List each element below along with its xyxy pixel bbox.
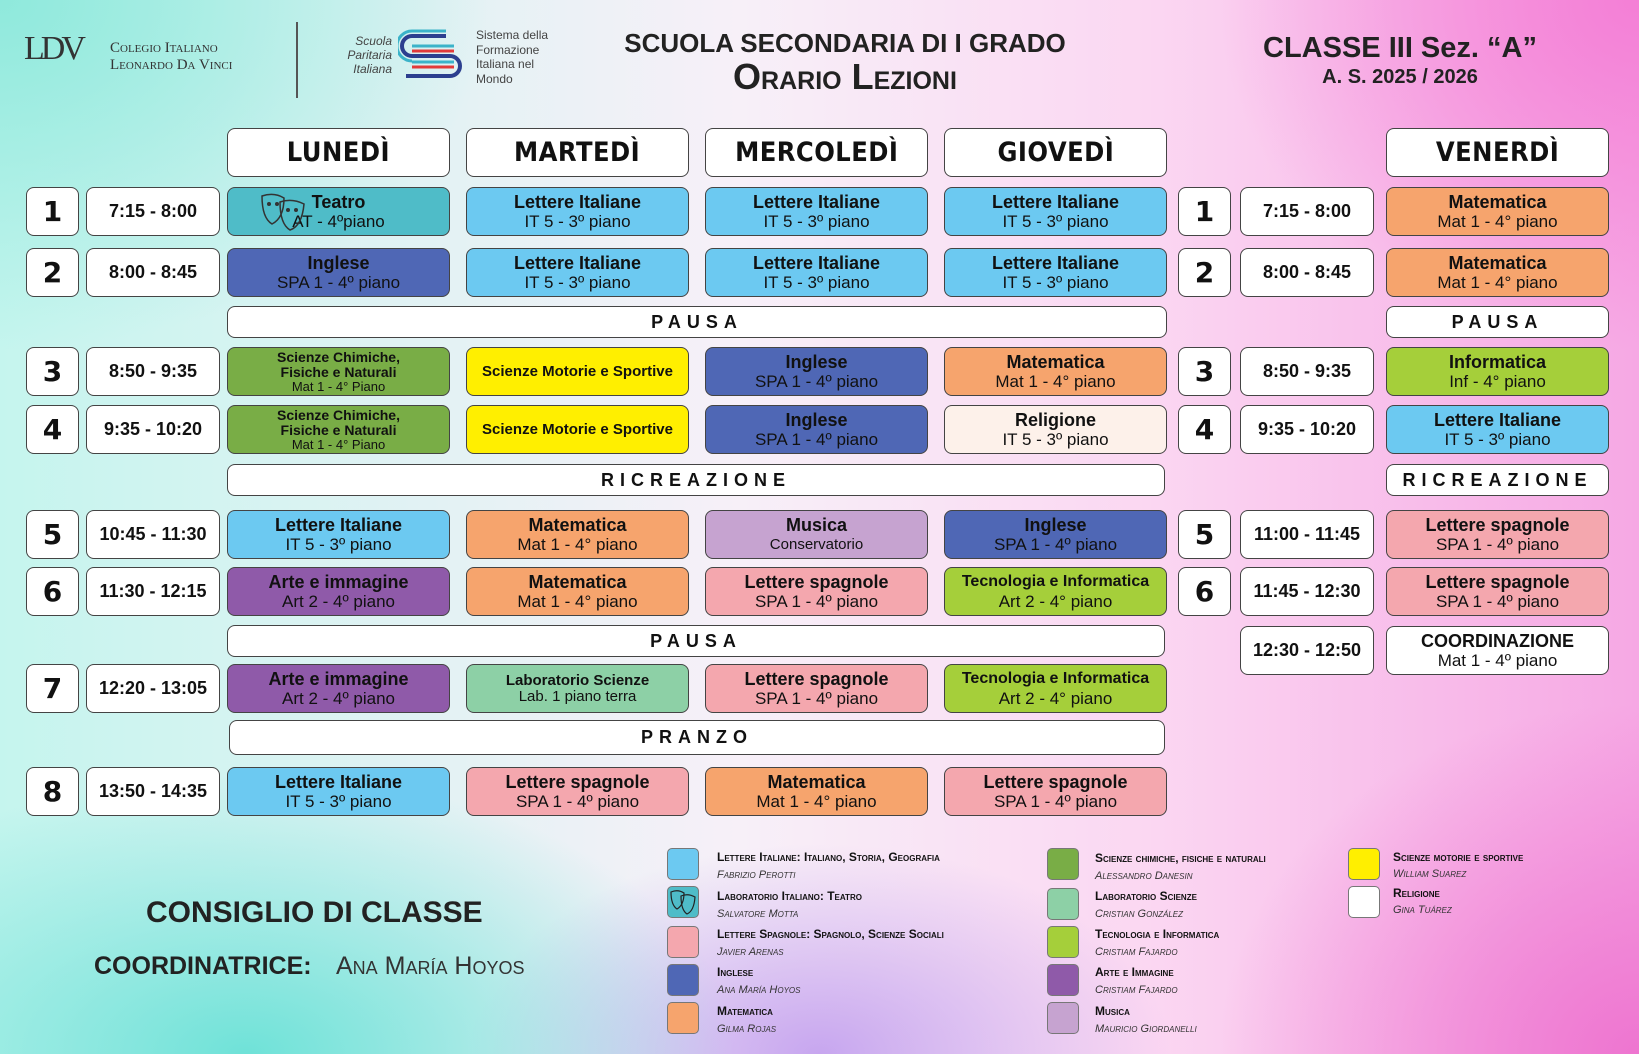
lesson-subject: Matematica (528, 514, 627, 535)
lesson-room: SPA 1 - 4º piano (276, 272, 401, 292)
break-ricreazione: RICREAZIONE (227, 464, 1165, 496)
sf-side-text (330, 34, 392, 76)
legend-swatch (1047, 926, 1079, 958)
sf-side-line: Paritaria (347, 48, 392, 62)
lesson-room: AT - 4ºpiano (292, 211, 385, 231)
lesson-room: Mat 1 - 4° piano (756, 791, 877, 811)
school-level-title: SCUOLA SECONDARIA DI I GRADO (624, 28, 1066, 58)
legend-swatch (1348, 886, 1380, 918)
lesson-subject: Fisiche e Naturali (280, 363, 397, 380)
lesson-lettere-spagnole (705, 664, 928, 713)
legend-swatch (1047, 1002, 1079, 1034)
lesson-room: IT 5 - 3º piano (285, 791, 392, 811)
legend-teacher: Javier Arenas (717, 946, 784, 958)
lesson-scienze-motorie (466, 347, 689, 396)
period-number: 3 (26, 347, 79, 396)
header-divider (296, 22, 298, 98)
legend-swatch (667, 1002, 699, 1034)
lesson-coordinazione (1386, 626, 1609, 675)
lesson-tecnologia (944, 664, 1167, 713)
lesson-room: IT 5 - 3º piano (1444, 429, 1551, 449)
lesson-inglese (705, 347, 928, 396)
lesson-subject: Arte e immagine (268, 668, 409, 689)
school-name-line1: Colegio Italiano (110, 40, 218, 56)
day-header-friday (1386, 128, 1609, 177)
legend-teacher: Ana María Hoyos (717, 984, 801, 996)
lesson-room: Conservatorio (769, 535, 864, 553)
break-pranzo: PRANZO (229, 720, 1165, 755)
lesson-religione (944, 405, 1167, 454)
lesson-lettere-italiane (1386, 405, 1609, 454)
lesson-subject: Informatica (1448, 351, 1547, 372)
legend-swatch (1348, 848, 1380, 880)
lesson-lettere-italiane (705, 187, 928, 236)
lesson-scienze (227, 405, 450, 454)
lesson-subject: Inglese (785, 409, 848, 430)
lesson-room: SPA 1 - 4º piano (754, 591, 879, 611)
lesson-subject: Lettere spagnole (744, 668, 889, 689)
lesson-lettere-italiane (227, 767, 450, 816)
legend-teacher: Cristian González (1095, 908, 1184, 920)
legend-swatch (1047, 964, 1079, 996)
day-header-tuesday (466, 128, 689, 177)
lesson-subject: Teatro (311, 191, 366, 212)
period-time: 11:00 - 11:45 (1240, 510, 1374, 559)
lesson-subject: Lettere spagnole (744, 571, 889, 592)
sf-text-line: Formazione (476, 42, 540, 57)
period-time: 12:20 - 13:05 (86, 664, 220, 713)
lesson-matematica (466, 510, 689, 559)
lesson-room: SPA 1 - 4º piano (993, 791, 1118, 811)
lesson-subject: Lettere spagnole (1425, 514, 1570, 535)
lesson-subject: Lettere spagnole (1425, 571, 1570, 592)
lesson-inglese (705, 405, 928, 454)
lesson-room: IT 5 - 3º piano (763, 211, 870, 231)
lesson-inglese (944, 510, 1167, 559)
lesson-room: Mat 1 - 4° piano (517, 591, 638, 611)
lesson-room: Mat 1 - 4° piano (995, 371, 1116, 391)
day-header-wednesday (705, 128, 928, 177)
legend-swatch (667, 886, 699, 918)
lesson-subject: Lettere Italiane (752, 252, 881, 273)
lesson-room: SPA 1 - 4º piano (754, 429, 879, 449)
period-time: 11:30 - 12:15 (86, 567, 220, 616)
lesson-matematica (466, 567, 689, 616)
period-time: 11:45 - 12:30 (1240, 567, 1374, 616)
day-header-monday (227, 128, 450, 177)
period-number: 2 (1178, 248, 1231, 297)
period-time: 9:35 - 10:20 (1240, 405, 1374, 454)
lesson-lettere-italiane (227, 510, 450, 559)
period-number: 6 (1178, 567, 1231, 616)
legend-subject: Scienze motorie e sportive (1393, 850, 1524, 864)
lesson-scienze (227, 347, 450, 396)
break-ricreazione: RICREAZIONE (1386, 464, 1609, 496)
lesson-subject: Lettere spagnole (983, 771, 1128, 792)
page-title: Orario Lezioni (733, 56, 957, 97)
lesson-subject: Lettere spagnole (505, 771, 650, 792)
lesson-lettere-italiane (466, 248, 689, 297)
lesson-musica (705, 510, 928, 559)
legend-swatch (1047, 888, 1079, 920)
lesson-lettere-spagnole (1386, 567, 1609, 616)
legend-teacher: Cristiam Fajardo (1095, 946, 1178, 958)
lesson-room: Art 2 - 4° piano (998, 688, 1113, 708)
legend-subject: Musica (1095, 1004, 1130, 1018)
lesson-arte (227, 664, 450, 713)
legend-teacher: Fabrizio Perotti (717, 869, 796, 881)
day-label: GIOVEDÌ (997, 137, 1114, 168)
period-number: 1 (1178, 187, 1231, 236)
legend-swatch (1047, 848, 1079, 880)
lesson-tecnologia (944, 567, 1167, 616)
period-time: 10:45 - 11:30 (86, 510, 220, 559)
lesson-subject: Lettere Italiane (991, 252, 1120, 273)
lesson-matematica (705, 767, 928, 816)
lesson-subject: Scienze Motorie e Sportive (482, 362, 673, 380)
legend-subject: Laboratorio Scienze (1095, 889, 1197, 903)
lesson-scienze-motorie (466, 405, 689, 454)
class-council-title: CONSIGLIO DI CLASSE (146, 896, 483, 929)
lesson-subject: Religione (1014, 409, 1096, 430)
lesson-subject: Scienze Motorie e Sportive (482, 420, 673, 438)
lesson-subject: Musica (785, 514, 848, 535)
legend-teacher: William Suarez (1393, 868, 1467, 880)
lesson-inglese (227, 248, 450, 297)
lesson-room: IT 5 - 3º piano (1002, 429, 1109, 449)
legend-teacher: Mauricio Giordanelli (1095, 1023, 1197, 1035)
lesson-room: Mat 1 - 4º piano (1437, 650, 1558, 670)
lesson-subject: Laboratorio Scienze (505, 671, 650, 689)
lesson-room: Lab. 1 piano terra (518, 687, 637, 705)
sf-text-line: Sistema della (476, 28, 549, 42)
legend-subject: Inglese (717, 965, 754, 979)
coordinator-name: Ana María Hoyos (336, 952, 525, 980)
class-title: CLASSE III Sez. “A” (1263, 32, 1537, 64)
lesson-subject: Lettere Italiane (513, 191, 642, 212)
period-time: 8:50 - 9:35 (86, 347, 220, 396)
day-label: MARTEDÌ (514, 137, 641, 168)
legend-subject: Laboratorio Italiano: Teatro (717, 889, 862, 903)
lesson-teatro (227, 187, 450, 236)
lesson-room: SPA 1 - 4º piano (515, 791, 640, 811)
period-number: 7 (26, 664, 79, 713)
break-pausa: PAUSA (227, 306, 1167, 338)
legend-swatch (667, 964, 699, 996)
lesson-subject: Matematica (1006, 351, 1105, 372)
sf-logo-icon (398, 28, 468, 86)
legend-swatch (667, 926, 699, 958)
lesson-subject: Matematica (528, 571, 627, 592)
period-number: 5 (26, 510, 79, 559)
day-label: MERCOLEDÌ (734, 137, 899, 168)
lesson-subject: Fisiche e Naturali (280, 421, 397, 438)
period-time: 12:30 - 12:50 (1240, 626, 1374, 675)
lesson-room: Mat 1 - 4° piano (1437, 211, 1558, 231)
lesson-subject: Arte e immagine (268, 571, 409, 592)
lesson-lettere-spagnole (944, 767, 1167, 816)
period-time: 9:35 - 10:20 (86, 405, 220, 454)
legend-swatch (667, 848, 699, 880)
period-number: 4 (1178, 405, 1231, 454)
period-number: 6 (26, 567, 79, 616)
lesson-subject: Scienze Chimiche, (277, 348, 400, 365)
lesson-subject: Lettere Italiane (274, 514, 403, 535)
lesson-subject: Lettere Italiane (991, 191, 1120, 212)
lesson-subject: Matematica (767, 771, 866, 792)
period-number: 8 (26, 767, 79, 816)
lesson-subject: Inglese (1024, 514, 1087, 535)
lesson-room: SPA 1 - 4º piano (754, 371, 879, 391)
lesson-room: IT 5 - 3º piano (285, 534, 392, 554)
lesson-room: Mat 1 - 4° piano (1437, 272, 1558, 292)
legend-subject: Lettere Spagnole: Spagnolo, Scienze Sociali (717, 927, 944, 941)
legend-subject: Tecnologia e Informatica (1095, 927, 1220, 941)
day-header-thursday (944, 128, 1167, 177)
lesson-matematica (944, 347, 1167, 396)
school-name (110, 40, 280, 74)
sf-side-line: Scuola (355, 34, 392, 48)
sf-text-line: Italiana nel (476, 57, 535, 71)
lesson-room: Inf - 4° piano (1449, 371, 1546, 391)
lesson-subject: Lettere Italiane (1433, 409, 1562, 430)
lesson-subject: Inglese (307, 252, 370, 273)
sf-side-line: Italiana (353, 62, 392, 76)
lesson-room: Art 2 - 4º piano (282, 591, 395, 611)
lesson-subject: Matematica (1448, 252, 1547, 273)
lesson-room: Mat 1 - 4° Piano (291, 436, 386, 452)
sf-text (476, 28, 586, 86)
period-number: 3 (1178, 347, 1231, 396)
legend-subject: Religione (1393, 886, 1440, 900)
lesson-subject: Scienze Chimiche, (277, 406, 400, 423)
lesson-room: Mat 1 - 4° Piano (291, 378, 386, 394)
lesson-subject: Lettere Italiane (752, 191, 881, 212)
lesson-room: IT 5 - 3º piano (1002, 272, 1109, 292)
lesson-informatica (1386, 347, 1609, 396)
school-name-line2: Leonardo Da Vinci (110, 57, 233, 73)
lesson-room: SPA 1 - 4º piano (1435, 534, 1560, 554)
period-number: 1 (26, 187, 79, 236)
period-time: 7:15 - 8:00 (1240, 187, 1374, 236)
day-label: LUNEDÌ (286, 137, 391, 168)
lesson-room: IT 5 - 3º piano (763, 272, 870, 292)
lesson-matematica (1386, 187, 1609, 236)
day-label: VENERDÌ (1435, 137, 1560, 168)
coordinator-label: COORDINATRICE: (94, 952, 312, 980)
period-time: 7:15 - 8:00 (86, 187, 220, 236)
legend-subject: Arte e Immagine (1095, 965, 1174, 979)
period-number: 5 (1178, 510, 1231, 559)
period-time: 13:50 - 14:35 (86, 767, 220, 816)
lesson-lettere-italiane (944, 248, 1167, 297)
ldv-logo: LDV (24, 30, 82, 67)
period-time: 8:00 - 8:45 (1240, 248, 1374, 297)
lesson-room: Mat 1 - 4° piano (517, 534, 638, 554)
lesson-subject: Matematica (1448, 191, 1547, 212)
lesson-matematica (1386, 248, 1609, 297)
theatre-masks-icon (668, 887, 698, 917)
legend-teacher: Alessandro Danesin (1095, 870, 1193, 882)
lesson-subject: Tecnologia e Informatica (961, 669, 1150, 687)
lesson-subject: Inglese (785, 351, 848, 372)
lesson-lettere-spagnole (466, 767, 689, 816)
lesson-subject: Lettere Italiane (513, 252, 642, 273)
lesson-lettere-spagnole (1386, 510, 1609, 559)
lesson-room: Art 2 - 4º piano (282, 688, 395, 708)
legend-subject: Matematica (717, 1004, 773, 1018)
lesson-lettere-italiane (466, 187, 689, 236)
lesson-room: IT 5 - 3º piano (524, 272, 631, 292)
lesson-lettere-spagnole (705, 567, 928, 616)
lesson-subject: COORDINAZIONE (1421, 630, 1574, 651)
lesson-arte (227, 567, 450, 616)
legend-teacher: Cristiam Fajardo (1095, 984, 1178, 996)
sf-text-line: Mondo (476, 71, 513, 86)
lesson-subject: Lettere Italiane (274, 771, 403, 792)
period-number: 4 (26, 405, 79, 454)
legend-teacher: Salvatore Motta (717, 908, 799, 920)
legend-subject: Scienze chimiche, fisiche e naturali (1095, 851, 1266, 865)
lesson-lettere-italiane (944, 187, 1167, 236)
lesson-subject: Tecnologia e Informatica (961, 572, 1150, 590)
lesson-lettere-italiane (705, 248, 928, 297)
lesson-room: SPA 1 - 4º piano (993, 534, 1118, 554)
legend-subject: Lettere Italiane: Italiano, Storia, Geografia (717, 850, 940, 864)
legend-teacher: Gina Tuárez (1393, 904, 1452, 916)
lesson-room: SPA 1 - 4º piano (754, 688, 879, 708)
lesson-room: SPA 1 - 4º piano (1435, 591, 1560, 611)
lesson-room: IT 5 - 3º piano (1002, 211, 1109, 231)
break-pausa: PAUSA (1386, 306, 1609, 338)
period-number: 2 (26, 248, 79, 297)
period-time: 8:50 - 9:35 (1240, 347, 1374, 396)
period-time: 8:00 - 8:45 (86, 248, 220, 297)
school-year: A. S. 2025 / 2026 (1322, 66, 1478, 88)
theatre-masks-icon (258, 190, 308, 234)
lesson-room: IT 5 - 3º piano (524, 211, 631, 231)
break-pausa: PAUSA (227, 625, 1165, 657)
lesson-room: Art 2 - 4° piano (998, 591, 1113, 611)
legend-teacher: Gilma Rojas (717, 1023, 777, 1035)
lesson-laboratorio-scienze (466, 664, 689, 713)
